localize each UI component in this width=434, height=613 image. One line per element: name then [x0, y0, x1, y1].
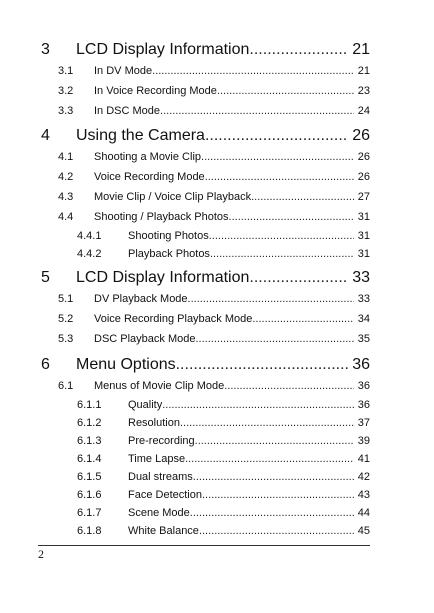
- toc-entry-page: 21: [357, 65, 370, 77]
- dot-leader: [251, 191, 354, 203]
- toc-entry-title: Shooting / Playback Photos: [94, 211, 229, 223]
- toc-entry-number: 5.3: [58, 333, 74, 345]
- toc-entry-page: 31: [357, 248, 370, 260]
- toc-entry-title: Voice Recording Playback Mode: [94, 313, 253, 325]
- toc-entry-4-3[interactable]: [0, 188, 434, 204]
- toc-entry-title: Shooting a Movie Clip: [94, 151, 202, 163]
- toc-entry-6-1-8[interactable]: [0, 522, 434, 538]
- toc-entry-page: 21: [352, 41, 370, 58]
- toc-entry-6-1-5[interactable]: [0, 468, 434, 484]
- toc-entry-title: White Balance: [128, 525, 199, 537]
- toc-entry-page: 43: [357, 489, 370, 501]
- toc-entry-title: DSC Playback Mode: [94, 333, 196, 345]
- dot-leader: [162, 399, 354, 411]
- dot-leader: [205, 127, 348, 145]
- toc-entry-title: Voice Recording Mode: [94, 171, 205, 183]
- toc-entry-title: Using the Camera: [76, 127, 205, 144]
- toc-entry-number: 4.4.2: [77, 248, 102, 260]
- toc-entry-number: 4.1: [58, 151, 74, 163]
- toc-entry-page: 35: [357, 333, 370, 345]
- toc-entry-page: 45: [357, 525, 370, 537]
- toc-entry-number: 6.1: [58, 380, 74, 392]
- toc-entry-number: 6.1.2: [77, 417, 102, 429]
- toc-entry-page: 36: [352, 356, 370, 373]
- toc-entry-number: 6.1.7: [77, 507, 102, 519]
- toc-entry-6-1-3[interactable]: [0, 432, 434, 448]
- dot-leader: [196, 333, 355, 345]
- toc-entry-3-1[interactable]: [0, 62, 434, 78]
- toc-entry-page: 31: [357, 230, 370, 242]
- toc-entry-3-3[interactable]: [0, 102, 434, 118]
- toc-entry-title: In DV Mode: [94, 65, 153, 77]
- toc-entry-number: 6.1.1: [77, 399, 102, 411]
- toc-entry-number: 3.3: [58, 105, 74, 117]
- toc-entry-page: 44: [357, 507, 370, 519]
- toc-entry-title: Dual streams: [128, 471, 193, 483]
- toc-entry-3-2[interactable]: [0, 82, 434, 98]
- toc-entry-number: 4.4.1: [77, 230, 102, 242]
- toc-entry-number: 6.1.5: [77, 471, 102, 483]
- toc-entry-number: 5.1: [58, 293, 74, 305]
- toc-entry-title: Menus of Movie Clip Mode: [94, 380, 225, 392]
- toc-entry-page: 39: [357, 435, 370, 447]
- toc-entry-page: 33: [352, 269, 370, 286]
- toc-entry-page: 26: [352, 127, 370, 144]
- toc-entry-page: 26: [357, 171, 370, 183]
- dot-leader: [224, 380, 354, 392]
- toc-entry-5[interactable]: [0, 266, 434, 288]
- dot-leader: [249, 269, 348, 287]
- toc-entry-page: 24: [357, 105, 370, 117]
- dot-leader: [202, 489, 354, 501]
- toc-entry-title: In DSC Mode: [94, 105, 161, 117]
- toc-entry-4-2[interactable]: [0, 168, 434, 184]
- dot-leader: [199, 525, 354, 537]
- toc-entry-number: 6.1.6: [77, 489, 102, 501]
- toc-entry-6-1-1[interactable]: [0, 396, 434, 412]
- toc-entry-6[interactable]: [0, 353, 434, 375]
- toc-entry-number: 4.3: [58, 191, 74, 203]
- toc-entry-5-2[interactable]: [0, 310, 434, 326]
- dot-leader: [229, 211, 354, 223]
- toc-entry-page: 34: [357, 313, 370, 325]
- dot-leader: [217, 85, 354, 97]
- toc-entry-title: Quality: [128, 399, 163, 411]
- page-number: 2: [38, 547, 44, 561]
- toc-entry-title: Playback Photos: [128, 248, 210, 260]
- dot-leader: [201, 151, 354, 163]
- dot-leader: [195, 435, 354, 447]
- toc-entry-4-4-1[interactable]: [0, 227, 434, 243]
- toc-entry-number: 6: [41, 356, 50, 373]
- toc-entry-5-1[interactable]: [0, 290, 434, 306]
- toc-entry-6-1[interactable]: [0, 377, 434, 393]
- dot-leader: [252, 313, 354, 325]
- toc-entry-4[interactable]: [0, 124, 434, 146]
- toc-entry-title: Pre-recording: [128, 435, 195, 447]
- toc-entry-title: Scene Mode: [128, 507, 190, 519]
- toc-entry-number: 6.1.8: [77, 525, 102, 537]
- toc-entry-page: 36: [357, 380, 370, 392]
- toc-entry-title: Face Detection: [128, 489, 202, 501]
- dot-leader: [152, 65, 354, 77]
- toc-entry-number: 3.1: [58, 65, 74, 77]
- footer-divider: [38, 545, 370, 546]
- toc-entry-6-1-2[interactable]: [0, 414, 434, 430]
- toc-entry-page: 41: [357, 453, 370, 465]
- dot-leader: [190, 507, 354, 519]
- toc-entry-title: DV Playback Mode: [94, 293, 188, 305]
- toc-entry-number: 6.1.3: [77, 435, 102, 447]
- dot-leader: [210, 248, 354, 260]
- toc-entry-6-1-7[interactable]: [0, 504, 434, 520]
- toc-entry-title: Time Lapse: [128, 453, 186, 465]
- toc-entry-5-3[interactable]: [0, 330, 434, 346]
- toc-entry-page: 31: [357, 211, 370, 223]
- toc-entry-3[interactable]: [0, 38, 434, 60]
- toc-entry-number: 5: [41, 269, 50, 286]
- toc-entry-title: LCD Display Information: [76, 269, 250, 286]
- toc-entry-number: 4.2: [58, 171, 74, 183]
- toc-entry-number: 6.1.4: [77, 453, 102, 465]
- dot-leader: [193, 471, 354, 483]
- toc-entry-4-1[interactable]: [0, 148, 434, 164]
- dot-leader: [205, 171, 354, 183]
- toc-entry-4-4[interactable]: [0, 208, 434, 224]
- toc-entry-title: Resolution: [128, 417, 180, 429]
- toc-entry-number: 3.2: [58, 85, 74, 97]
- toc-entry-title: Menu Options: [76, 356, 176, 373]
- toc-entry-title: In Voice Recording Mode: [94, 85, 217, 97]
- toc-entry-6-1-6[interactable]: [0, 486, 434, 502]
- toc-entry-page: 42: [357, 471, 370, 483]
- toc-entry-page: 23: [357, 85, 370, 97]
- toc-entry-page: 36: [357, 399, 370, 411]
- toc-entry-number: 4: [41, 127, 50, 144]
- toc-entry-page: 37: [357, 417, 370, 429]
- dot-leader: [188, 293, 354, 305]
- toc-entry-4-4-2[interactable]: [0, 245, 434, 261]
- dot-leader: [160, 105, 354, 117]
- dot-leader: [249, 41, 348, 59]
- toc-entry-title: Movie Clip / Voice Clip Playback: [94, 191, 252, 203]
- toc-entry-title: LCD Display Information: [76, 41, 250, 58]
- toc-entry-page: 33: [357, 293, 370, 305]
- toc-entry-6-1-4[interactable]: [0, 450, 434, 466]
- toc-entry-number: 5.2: [58, 313, 74, 325]
- dot-leader: [180, 417, 354, 429]
- toc-entry-title: Shooting Photos: [128, 230, 209, 242]
- toc-entry-page: 26: [357, 151, 370, 163]
- dot-leader: [176, 356, 348, 374]
- toc-entry-number: 3: [41, 41, 50, 58]
- toc-entry-number: 4.4: [58, 211, 74, 223]
- toc-entry-page: 27: [357, 191, 370, 203]
- dot-leader: [209, 230, 354, 242]
- dot-leader: [185, 453, 354, 465]
